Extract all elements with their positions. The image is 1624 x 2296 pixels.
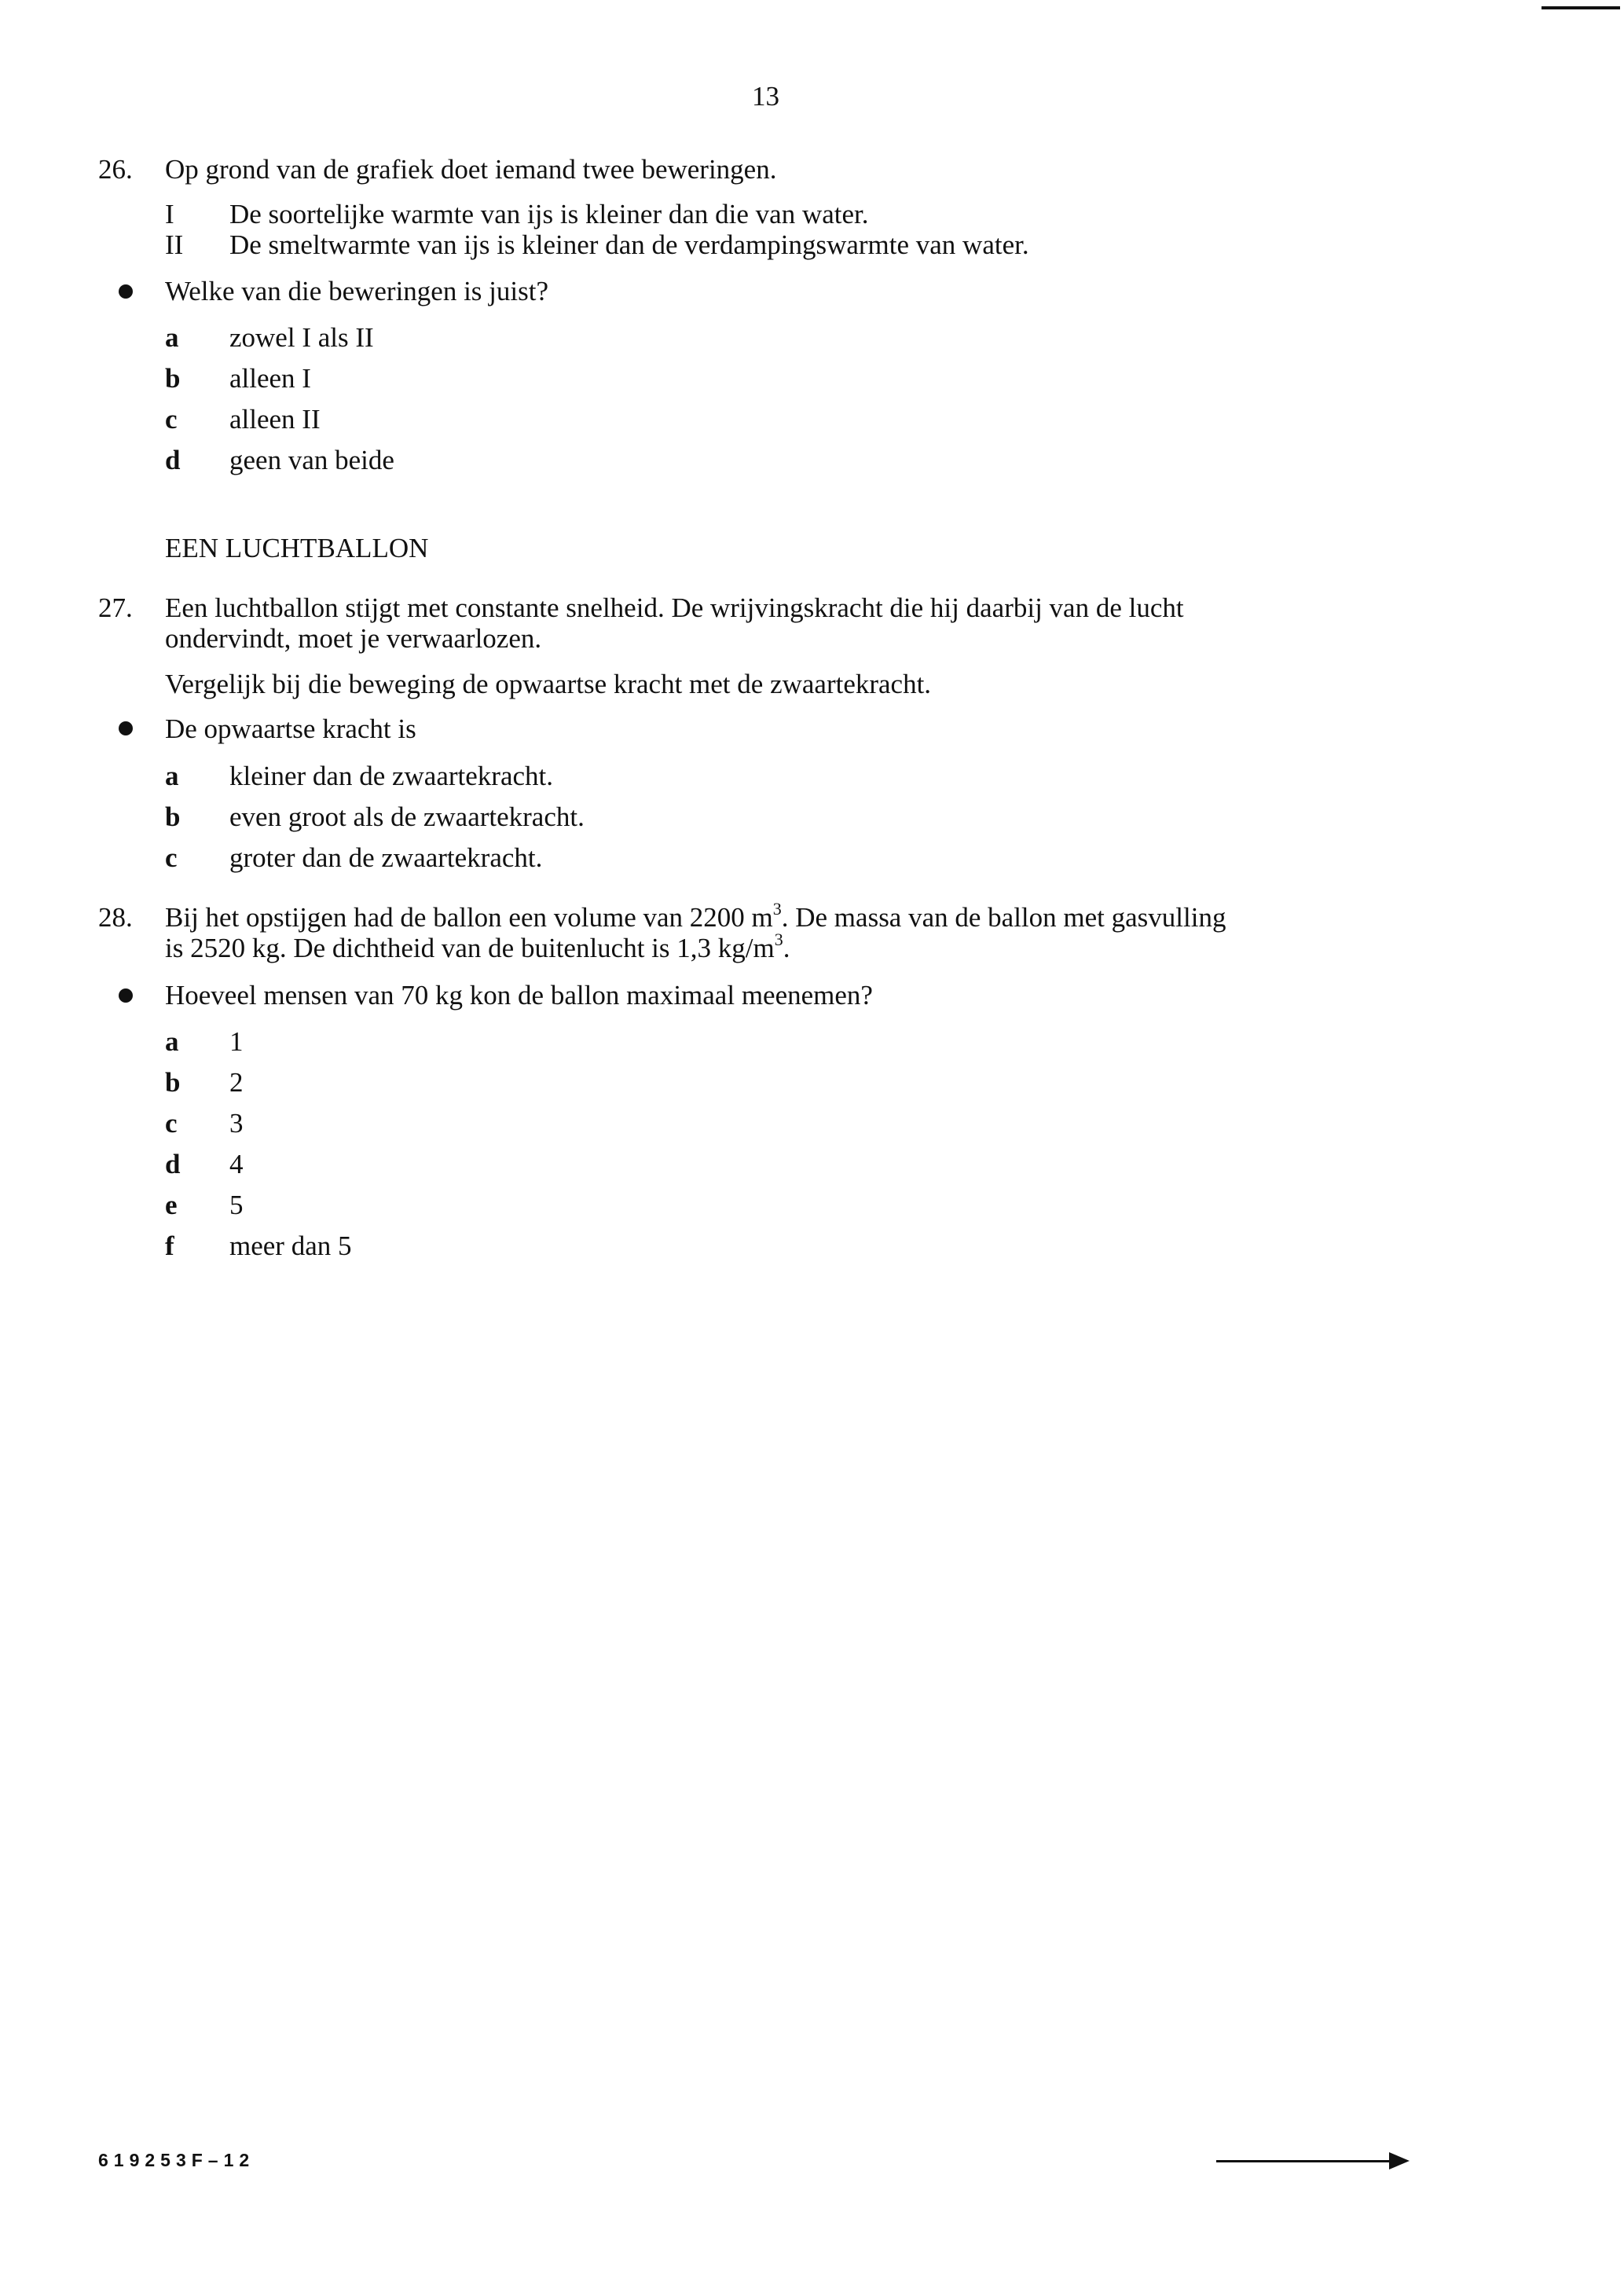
q28-option-text: 1 [229,1026,244,1057]
q26-statement-text-1: De soortelijke warmte van ijs is kleiner dan die van water. [229,199,869,229]
q27-number: 27. [98,592,133,623]
footer-code: 619253F–12 [98,2150,255,2170]
bullet-dot-icon [119,721,133,735]
q28-number: 28. [98,902,133,933]
q27-option-text: groter dan de zwaartekracht. [229,842,543,873]
q27-option-letter: c [165,842,178,873]
bullet-dot-icon [119,284,133,299]
section-title: EEN LUCHTBALLON [165,533,429,563]
q26-number: 26. [98,154,133,185]
q26-option-text: alleen II [229,404,321,435]
q28-option-letter: c [165,1108,178,1139]
q27-text-line-1: Een luchtballon stijgt met constante snelheid. De wrijvingskracht die hij daarbij van de lucht [165,592,1184,623]
q26-option-letter: d [165,445,181,475]
q28-option-letter: f [165,1231,174,1261]
q28-option-text: 2 [229,1067,244,1098]
q27-question: De opwaartse kracht is [165,713,416,744]
page-number: 13 [752,81,779,112]
q27-option-letter: a [165,761,179,791]
q27-text-line-3: Vergelijk bij die beweging de opwaartse kracht met de zwaartekracht. [165,669,932,699]
q26-statement-label-2: II [165,229,184,260]
q28-text-line-2: is 2520 kg. De dichtheid van de buitenlucht is 1,3 $kg/m^3$. [165,930,790,963]
q28-option-letter: b [165,1067,181,1098]
q28-option-text: 5 [229,1190,244,1220]
q27-option-text: even groot als de zwaartekracht. [229,801,585,832]
q28-option-letter: e [165,1190,178,1220]
q26-option-letter: a [165,322,179,353]
q28-option-text: 3 [229,1108,244,1139]
q26-intro: Op grond van de grafiek doet iemand twee beweringen. [165,154,777,185]
q27-option-letter: b [165,801,181,832]
q28-option-letter: a [165,1026,179,1057]
q26-question: Welke van die beweringen is juist? [165,276,549,306]
q26-statement-text-2: De smeltwarmte van ijs is kleiner dan de verdampingswarmte van water. [229,229,1029,260]
q27-text-line-2: ondervindt, moet je verwaarlozen. [165,623,542,654]
top-edge-rule [1542,6,1620,9]
q28-option-letter: d [165,1149,181,1179]
q27-option-text: kleiner dan de zwaartekracht. [229,761,553,791]
q26-option-letter: b [165,363,181,394]
q26-option-text: geen van beide [229,445,394,475]
q26-option-letter: c [165,404,178,435]
q28-text-line-1: Bij het opstijgen had de ballon een volume van 2200 $m^3$. De massa van de ballon met gasvulling [165,899,1226,933]
bullet-dot-icon [119,988,133,1003]
q28-question: Hoeveel mensen van 70 kg kon de ballon maximaal meenemen? [165,980,873,1010]
q28-option-text: meer dan 5 [229,1231,352,1261]
q28-option-text: 4 [229,1149,244,1179]
q26-option-text: zowel I als II [229,322,374,353]
q26-statement-label-1: I [165,199,174,229]
q26-option-text: alleen I [229,363,311,394]
